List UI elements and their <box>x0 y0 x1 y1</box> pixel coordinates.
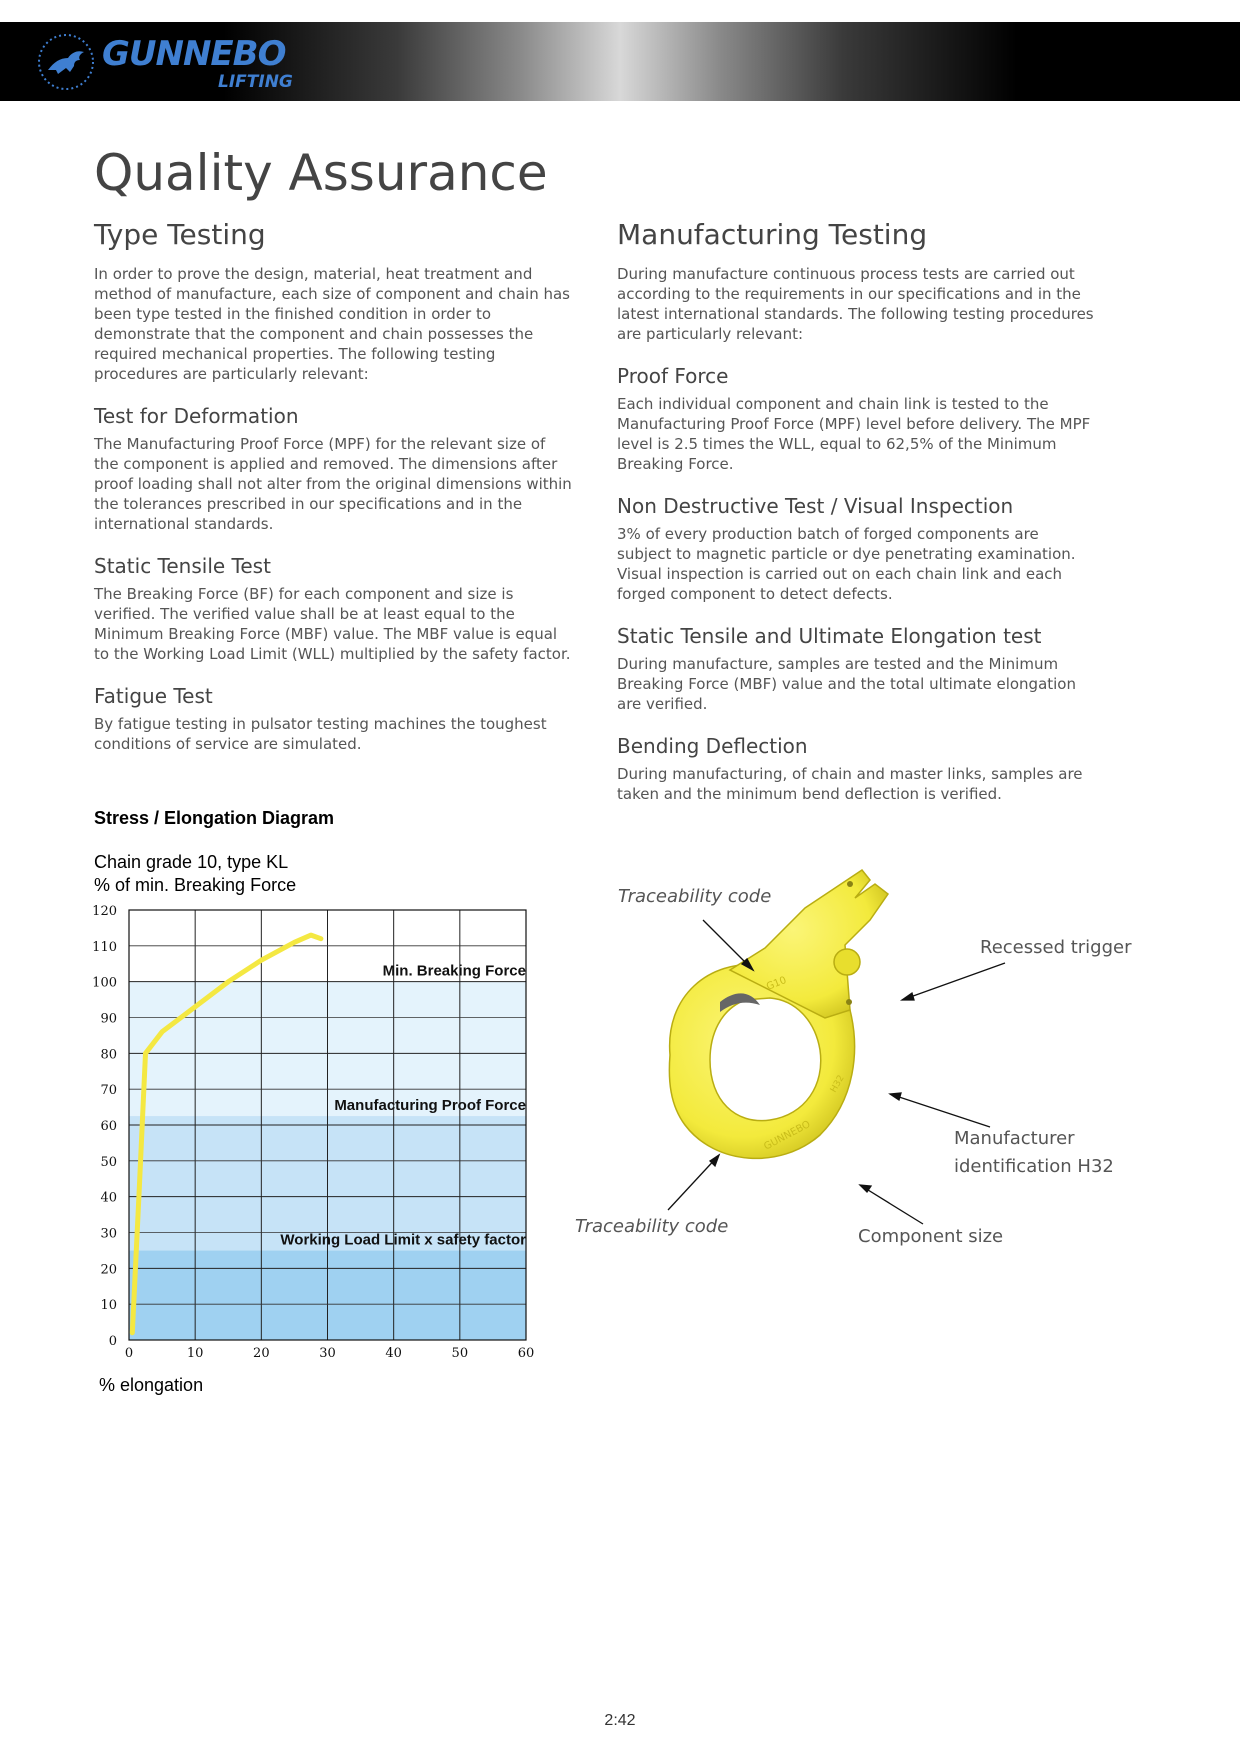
type-testing-heading: Type Testing <box>94 218 266 251</box>
ndt-text: 3% of every production batch of forged components are subject to magnetic particle or dye penetrating examination. Visual inspection is carried out on each chain link and each forged component to detect defects. <box>617 524 1076 603</box>
callout-traceability-top: Traceability code <box>618 886 772 907</box>
chart-ytick-6: 60 <box>100 1119 117 1134</box>
chart-band-label-0: Working Load Limit x safety factor <box>280 1231 526 1249</box>
chart-ytick-11: 110 <box>92 939 117 955</box>
chart-xlabel: % elongation <box>99 1375 204 1395</box>
stress-elongation-chart <box>80 900 550 1370</box>
chart-xtick-6: 60 <box>517 1346 535 1361</box>
callout-manufacturer: Manufacturer identification H32 <box>954 1128 1114 1177</box>
chart-subtitle: Chain grade 10, type KL <box>94 852 289 872</box>
chart-ytick-12: 120 <box>92 904 117 919</box>
page-title: Quality Assurance <box>94 144 548 202</box>
chart-ytick-5: 50 <box>100 1154 117 1170</box>
callout-traceability-bottom: Traceability code <box>575 1216 729 1237</box>
manufacturing-testing-column <box>617 218 1097 804</box>
hook-mark-h32: H32 <box>828 1073 847 1095</box>
chart-xtick-1: 10 <box>186 1346 204 1361</box>
chart-xtick-3: 30 <box>319 1346 336 1361</box>
chart-xtick-4: 40 <box>385 1346 402 1361</box>
static-tensile-text: The Breaking Force (BF) for each component and size is verified. The verified value shall be at least equal to the Minimum Breaking Force (MBF) value. The MBF value is equal to the Working Load Limit (WLL) multiplied by the safety factor. <box>94 584 571 663</box>
manufacturing-testing-heading: Manufacturing Testing <box>617 218 928 251</box>
chart-xtick-2: 20 <box>253 1346 270 1361</box>
elongation-test-heading: Static Tensile and Ultimate Elongation test <box>617 623 1042 648</box>
chart-ytick-2: 20 <box>100 1262 117 1278</box>
page-number: 2:42 <box>604 1712 636 1729</box>
horse-emblem-icon <box>36 32 96 92</box>
chart-title: Stress / Elongation Diagram <box>94 808 335 828</box>
chart-ytick-4: 40 <box>100 1190 117 1206</box>
chart-ytick-1: 10 <box>100 1298 117 1314</box>
hook-mark-brand: GUNNEBO <box>762 1119 813 1153</box>
proof-force-heading: Proof Force <box>617 363 729 388</box>
fatigue-text: By fatigue testing in pulsator testing machines the toughest conditions of service are simulated. <box>94 714 547 753</box>
brand-subtitle: LIFTING <box>218 72 293 92</box>
callout-recessed-trigger: Recessed trigger <box>980 937 1132 958</box>
type-testing-column <box>94 218 574 754</box>
chart-ytick-10: 100 <box>92 975 117 991</box>
proof-force-text: Each individual component and chain link is tested to the Manufacturing Proof Force (MPF) level before delivery. The MPF level is 2.5 times the WLL, equal to 62,5% of the Minimum Breaking Force. <box>617 394 1091 473</box>
deformation-text: The Manufacturing Proof Force (MPF) for the relevant size of the component is applied and removed. The dimensions after proof loading shall not alter from the original dimensions within the tolerances prescribed in our specifications and in the international standards. <box>94 434 572 533</box>
chart-ytick-0: 0 <box>108 1334 117 1349</box>
safety-hook-illustration <box>570 850 1130 1270</box>
chart-ylabel: % of min. Breaking Force <box>94 875 297 895</box>
type-testing-intro: In order to prove the design, material, heat treatment and method of manufacture, each size of component and chain has been type tested in the finished condition in order to demonstrate that the component and chain possesses the required mechanical properties. The following testing procedures are particularly relevant: <box>94 264 570 383</box>
chart-ytick-8: 80 <box>100 1047 117 1063</box>
chart-band-label-1: Manufacturing Proof Force <box>334 1097 526 1115</box>
hook-mark-g10: G10 <box>765 974 789 993</box>
chart-xtick-0: 0 <box>124 1346 134 1361</box>
brand-name: GUNNEBO <box>102 34 286 74</box>
static-tensile-heading: Static Tensile Test <box>94 553 271 578</box>
fatigue-heading: Fatigue Test <box>94 683 213 708</box>
chart-band-label-2: Min. Breaking Force <box>382 962 526 980</box>
callout-component-size: Component size <box>858 1226 1004 1247</box>
chart-ytick-9: 90 <box>100 1011 117 1027</box>
ndt-heading: Non Destructive Test / Visual Inspection <box>617 493 1014 518</box>
hook-body <box>669 870 888 1158</box>
chart-header <box>94 808 554 897</box>
chart-xtick-5: 50 <box>451 1346 469 1361</box>
bending-heading: Bending Deflection <box>617 733 808 758</box>
chart-ytick-7: 70 <box>100 1083 117 1099</box>
deformation-heading: Test for Deformation <box>94 403 299 428</box>
chart-ytick-3: 30 <box>100 1226 117 1242</box>
bending-text: During manufacturing, of chain and master links, samples are taken and the minimum bend deflection is verified. <box>617 764 1083 803</box>
elongation-test-text: During manufacture, samples are tested and the Minimum Breaking Force (MBF) value and the total ultimate elongation are verified. <box>617 654 1076 713</box>
header-bar <box>0 22 1240 101</box>
manufacturing-testing-intro: During manufacture continuous process tests are carried out according to the requirements in our specifications and in the latest international standards. The following testing procedures are particularly relevant: <box>617 264 1094 343</box>
